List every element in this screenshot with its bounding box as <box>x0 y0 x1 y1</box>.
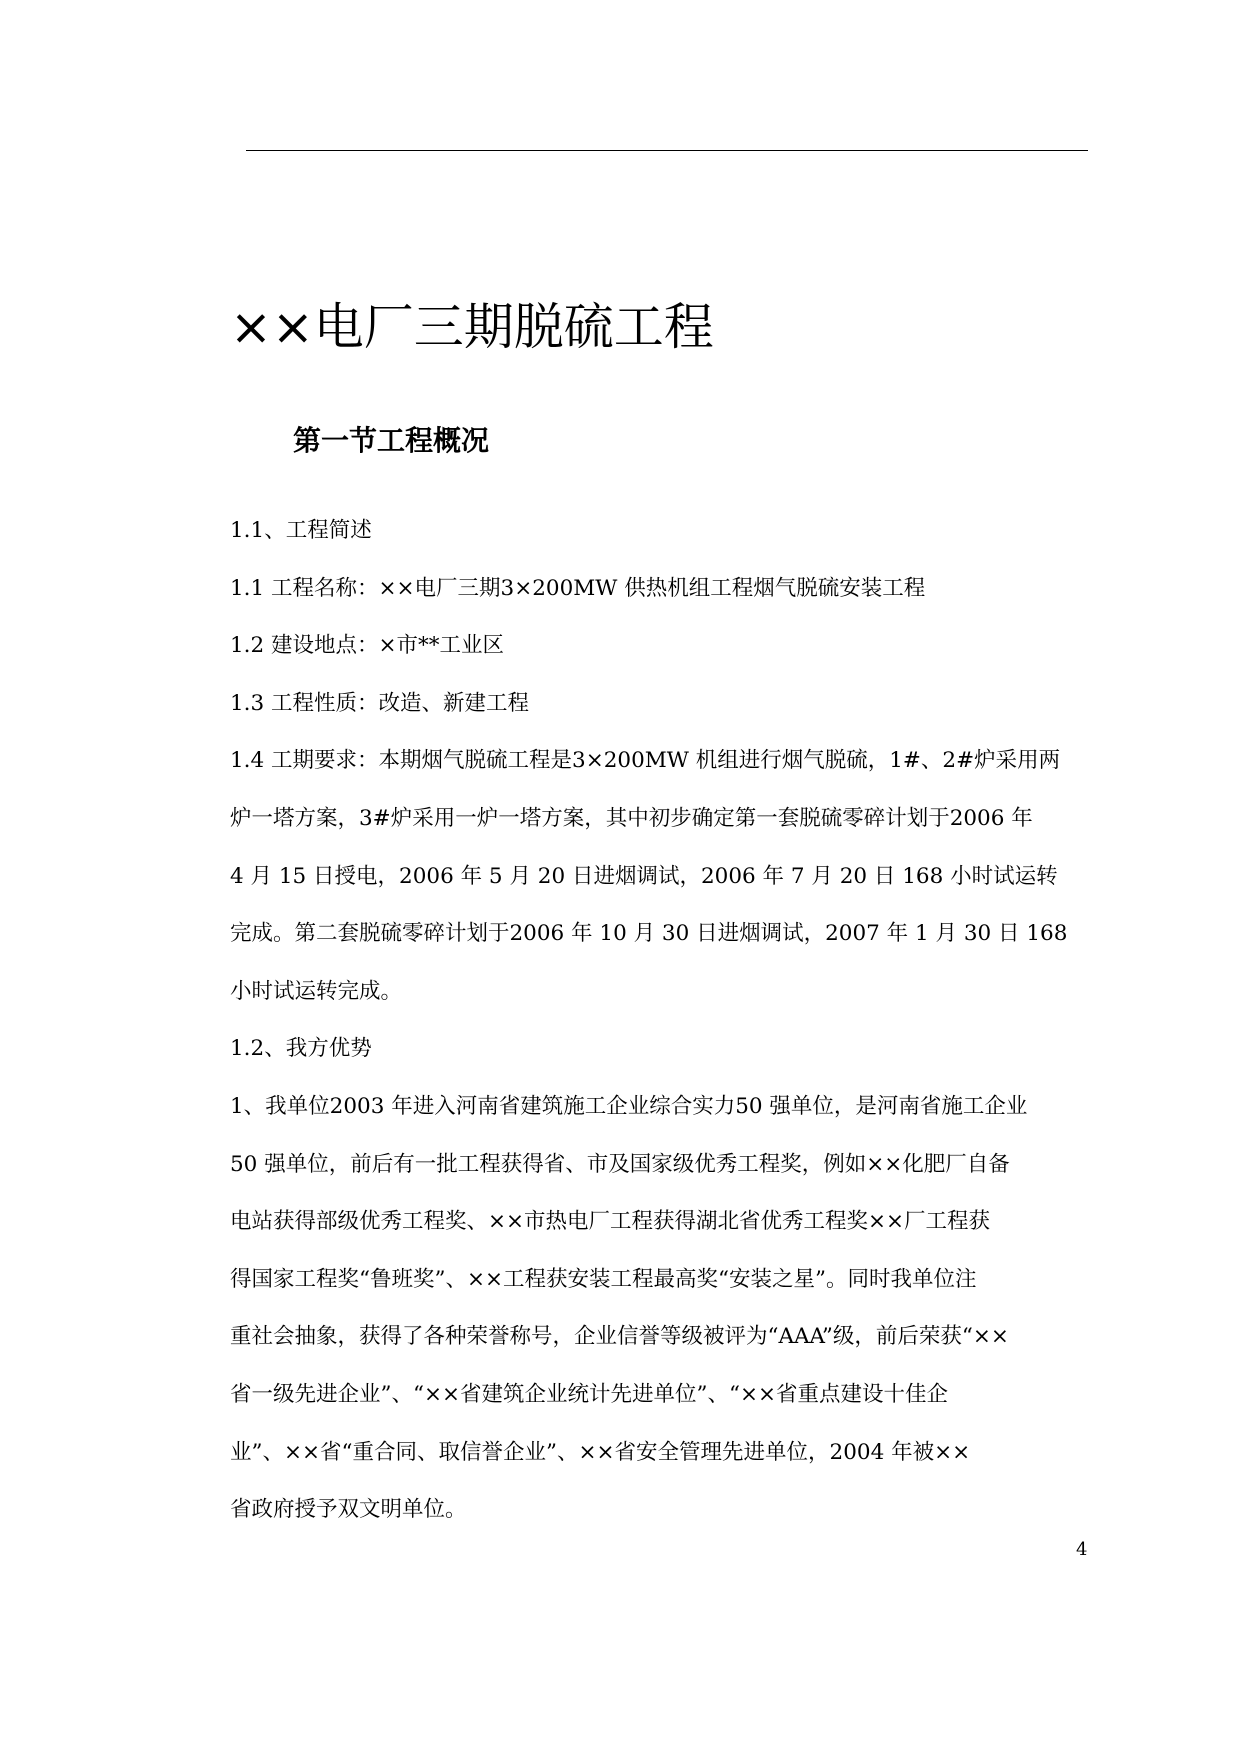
body-line: 小时试运转完成。 <box>230 978 403 1004</box>
section-heading: 第一节工程概况 <box>293 424 490 457</box>
body-line: 1.4 工期要求：本期烟气脱硫工程是3×200MW 机组进行烟气脱硫，1#、2#炉采用两 <box>230 748 1061 774</box>
document-title: ××电厂三期脱硫工程 <box>230 298 714 356</box>
body-line: 业”、××省“重合同、取信誉企业”、××省安全管理先进单位，2004 年被×× <box>230 1439 971 1465</box>
body-line: 1、我单位2003 年进入河南省建筑施工企业综合实力50 强单位，是河南省施工企业 <box>230 1093 1028 1119</box>
body-line: 炉一塔方案，3#炉采用一炉一塔方案，其中初步确定第一套脱硫零碎计划于2006 年 <box>230 805 1033 831</box>
header-rule <box>246 150 1088 151</box>
body-line: 50 强单位，前后有一批工程获得省、市及国家级优秀工程奖，例如××化肥厂自备 <box>230 1151 1010 1177</box>
body-line: 完成。第二套脱硫零碎计划于2006 年 10 月 30 日进烟调试，2007 年 1 月 30 日 168 <box>230 921 1068 947</box>
body-line: 得国家工程奖“鲁班奖”、××工程获安装工程最高奖“安装之星”。同时我单位注 <box>230 1266 977 1292</box>
body-line: 4 月 15 日授电，2006 年 5 月 20 日进烟调试，2006 年 7 月 20 日 168 小时试运转 <box>230 863 1058 889</box>
subsection-heading: 1.2、我方优势 <box>230 1036 372 1062</box>
body-line: 1.3 工程性质：改造、新建工程 <box>230 690 530 716</box>
body-line: 1.1 工程名称：××电厂三期3×200MW 供热机组工程烟气脱硫安装工程 <box>230 575 926 601</box>
body-line: 省政府授予双文明单位。 <box>230 1497 467 1523</box>
page-number: 4 <box>1076 1539 1088 1560</box>
body-line: 重社会抽象，获得了各种荣誉称号，企业信誉等级被评为“AAA”级，前后荣获“×× <box>230 1324 1009 1350</box>
body-line: 电站获得部级优秀工程奖、××市热电厂工程获得湖北省优秀工程奖××厂工程获 <box>230 1209 991 1235</box>
body-text <box>230 502 1135 1539</box>
body-line: 省一级先进企业”、“××省建筑企业统计先进单位”、“××省重点建设十佳企 <box>230 1381 949 1407</box>
body-line: 1.2 建设地点：×市**工业区 <box>230 633 505 659</box>
subsection-heading: 1.1、工程简述 <box>230 518 372 543</box>
